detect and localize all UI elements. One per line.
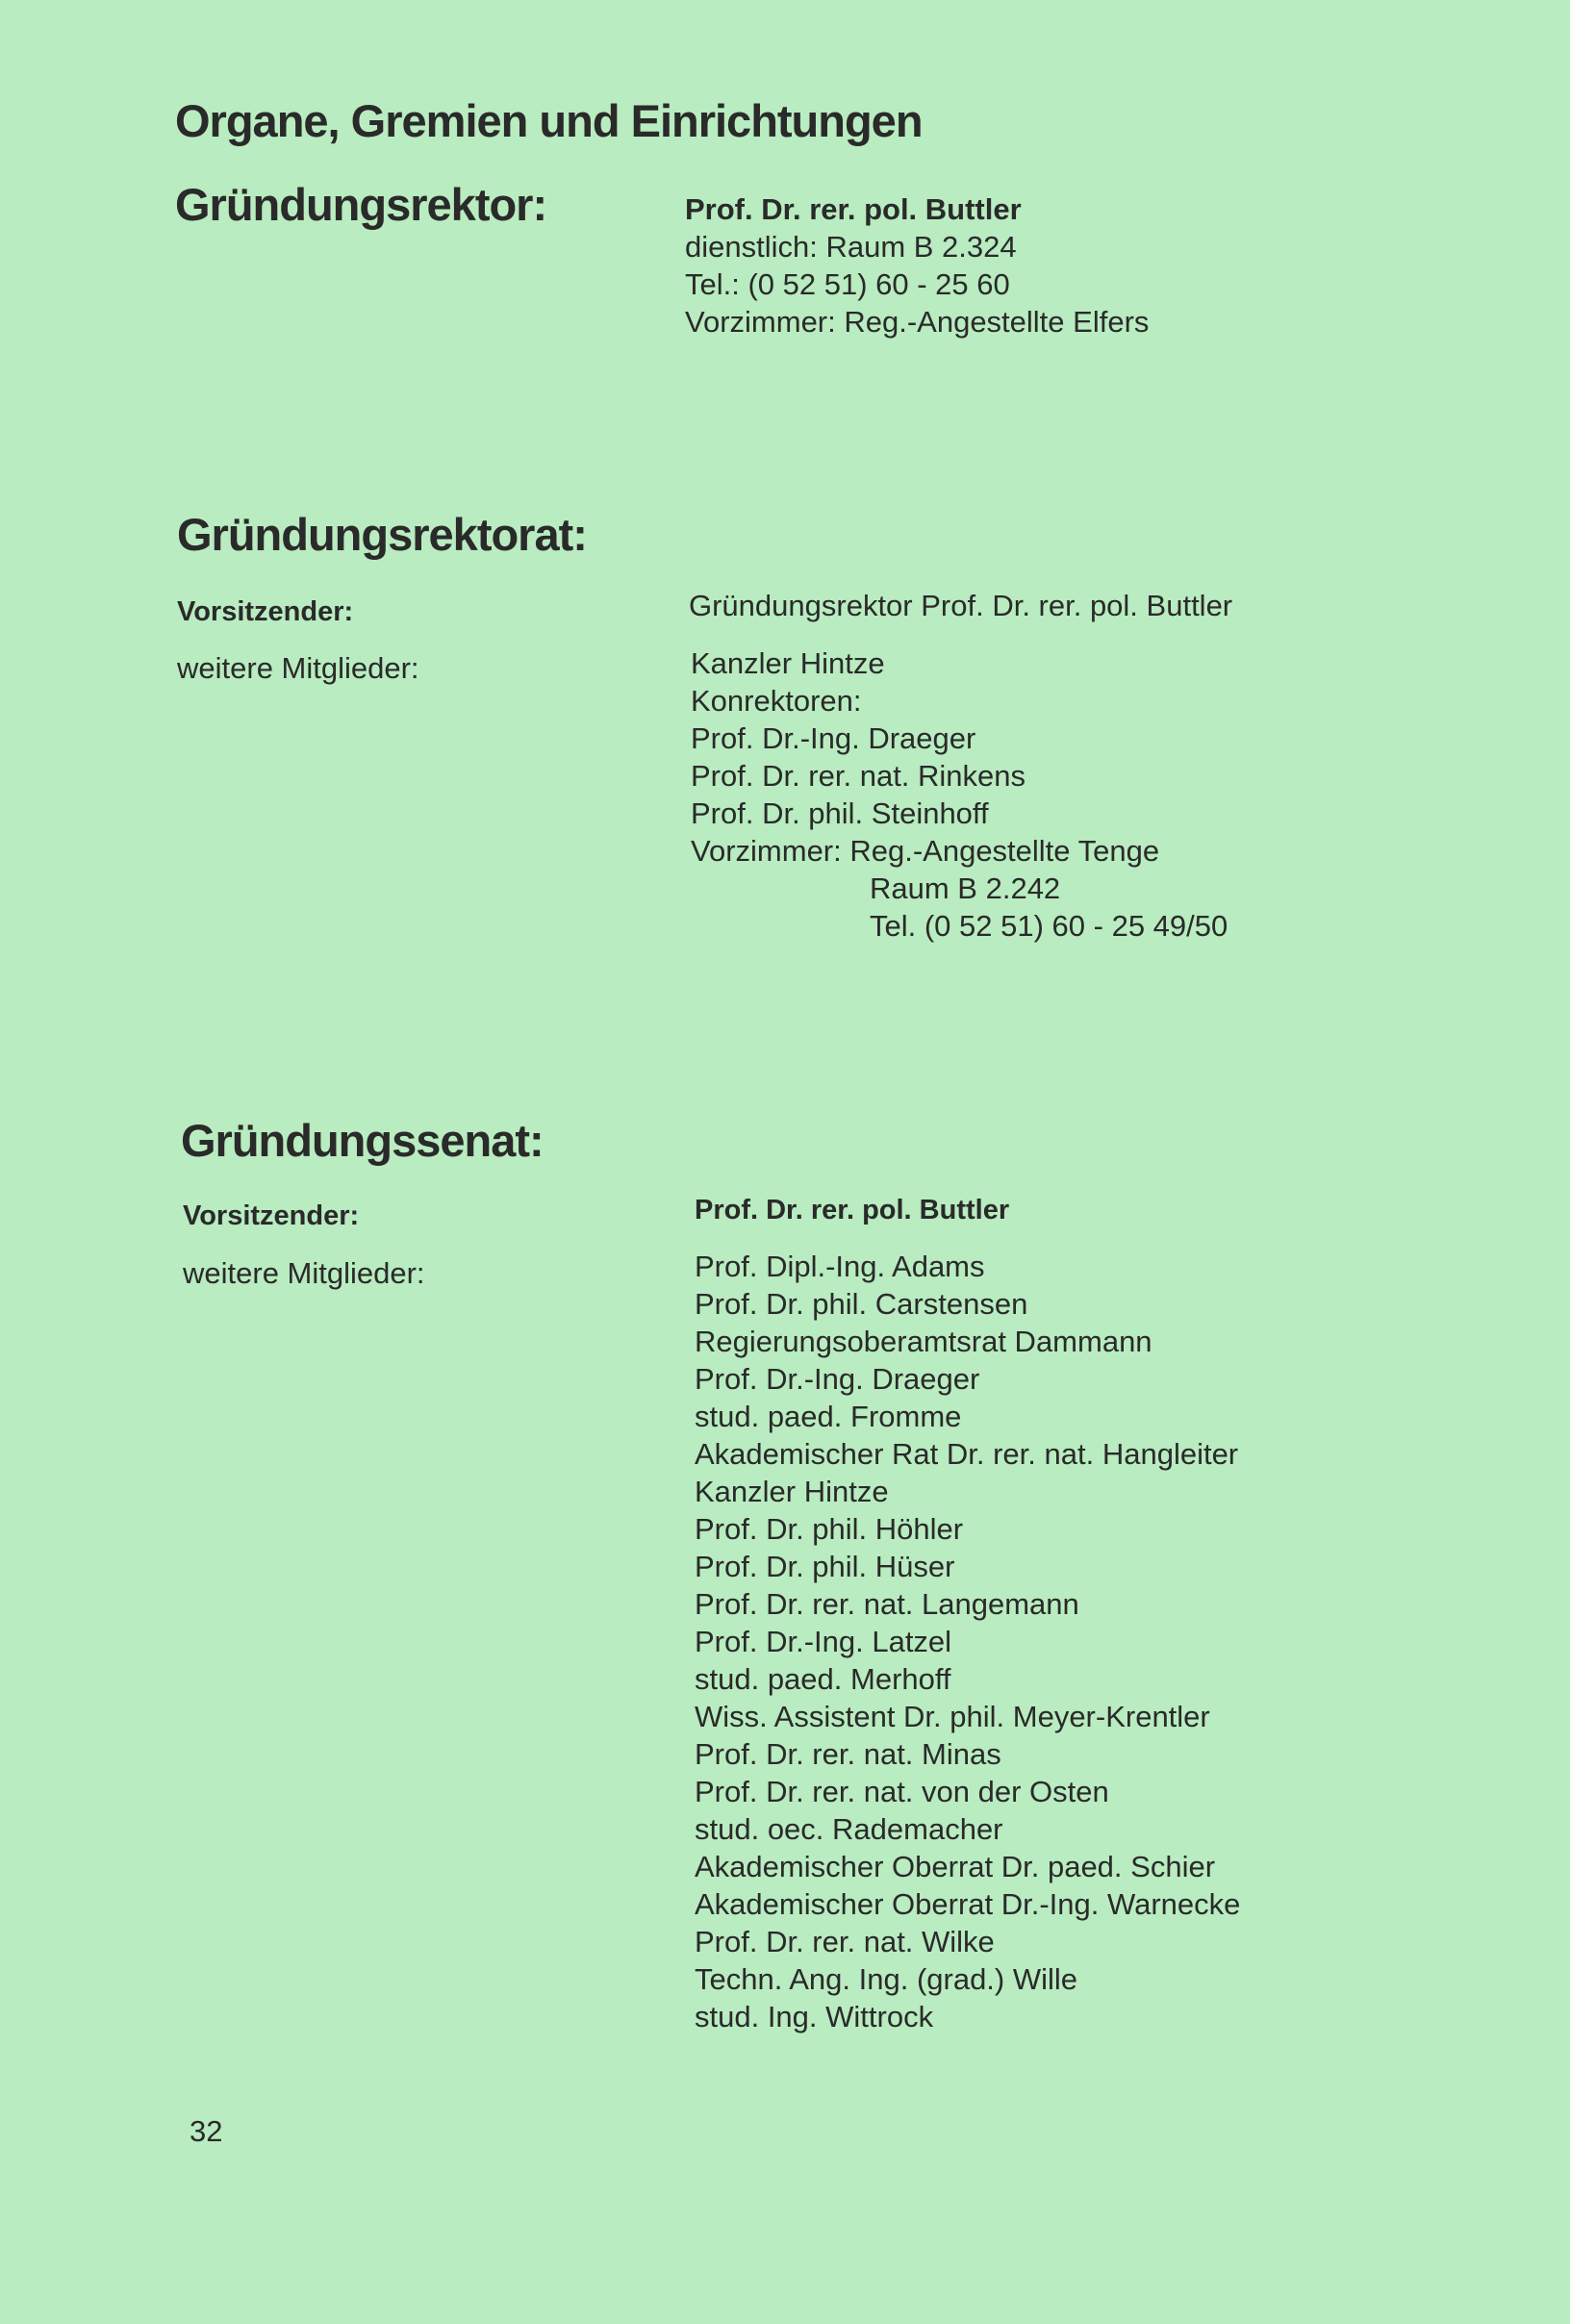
rektor-details	[685, 190, 1416, 341]
list-item: Techn. Ang. Ing. (grad.) Wille	[695, 1962, 1078, 1996]
senat-members-list	[695, 1248, 1426, 2035]
rektorat-office-room: Raum B 2.242	[870, 872, 1061, 905]
rektorat-members-label: weitere Mitglieder:	[177, 651, 419, 685]
list-item: Prof. Dr.-Ing. Draeger	[691, 721, 976, 755]
rektor-phone: Tel.: (0 52 51) 60 - 25 60	[685, 267, 1010, 301]
rektorat-chair-label: Vorsitzender:	[177, 596, 354, 627]
rektor-name: Prof. Dr. rer. pol. Buttler	[685, 192, 1022, 226]
list-item: stud. paed. Fromme	[695, 1400, 962, 1433]
list-item: Akademischer Rat Dr. rer. nat. Hangleiter	[695, 1437, 1239, 1471]
list-item: Kanzler Hintze	[691, 646, 885, 680]
senat-heading: Gründungssenat:	[181, 1115, 544, 1166]
list-item: Konrektoren:	[691, 684, 862, 718]
list-item: Prof. Dr. phil. Carstensen	[695, 1287, 1028, 1321]
list-item: Prof. Dr. phil. Hüser	[695, 1550, 955, 1583]
list-item: Prof. Dr. phil. Steinhoff	[691, 796, 989, 830]
list-item: Prof. Dr. rer. nat. Rinkens	[691, 759, 1026, 793]
rektor-room: dienstlich: Raum B 2.324	[685, 230, 1017, 264]
list-item: Prof. Dr.-Ing. Latzel	[695, 1625, 952, 1658]
senat-chair-value: Prof. Dr. rer. pol. Buttler	[695, 1195, 1010, 1225]
list-item: Prof. Dr. rer. nat. Langemann	[695, 1587, 1079, 1621]
rektorat-heading: Gründungsrektorat:	[177, 509, 587, 560]
rektor-office: Vorzimmer: Reg.-Angestellte Elfers	[685, 305, 1150, 339]
list-item: Akademischer Oberrat Dr.-Ing. Warnecke	[695, 1887, 1241, 1921]
list-item: Prof. Dr. phil. Höhler	[695, 1512, 964, 1546]
senat-members-label: weitere Mitglieder:	[183, 1256, 425, 1290]
list-item: stud. paed. Merhoff	[695, 1662, 951, 1696]
list-item: Akademischer Oberrat Dr. paed. Schier	[695, 1850, 1216, 1883]
list-item: Prof. Dipl.-Ing. Adams	[695, 1250, 985, 1283]
list-item: Kanzler Hintze	[695, 1475, 889, 1508]
senat-chair-label: Vorsitzender:	[183, 1200, 360, 1231]
list-item: Wiss. Assistent Dr. phil. Meyer-Krentler	[695, 1700, 1210, 1733]
list-item: Prof. Dr. rer. nat. Wilke	[695, 1925, 995, 1958]
rektorat-chair-value: Gründungsrektor Prof. Dr. rer. pol. Buttler	[689, 589, 1233, 622]
list-item: stud. oec. Rademacher	[695, 1812, 1003, 1846]
list-item: Prof. Dr. rer. nat. von der Osten	[695, 1775, 1109, 1808]
rektorat-members-list	[691, 644, 1422, 945]
list-item: Prof. Dr. rer. nat. Minas	[695, 1737, 1001, 1771]
rektor-heading: Gründungsrektor:	[175, 179, 547, 230]
rektorat-office-phone: Tel. (0 52 51) 60 - 25 49/50	[870, 909, 1228, 943]
page-number: 32	[190, 2114, 223, 2148]
list-item: Prof. Dr.-Ing. Draeger	[695, 1362, 980, 1396]
list-item: Vorzimmer: Reg.-Angestellte Tenge	[691, 834, 1160, 868]
list-item: Regierungsoberamtsrat Dammann	[695, 1325, 1152, 1358]
list-item: stud. Ing. Wittrock	[695, 2000, 934, 2034]
page-title: Organe, Gremien und Einrichtungen	[175, 95, 923, 146]
